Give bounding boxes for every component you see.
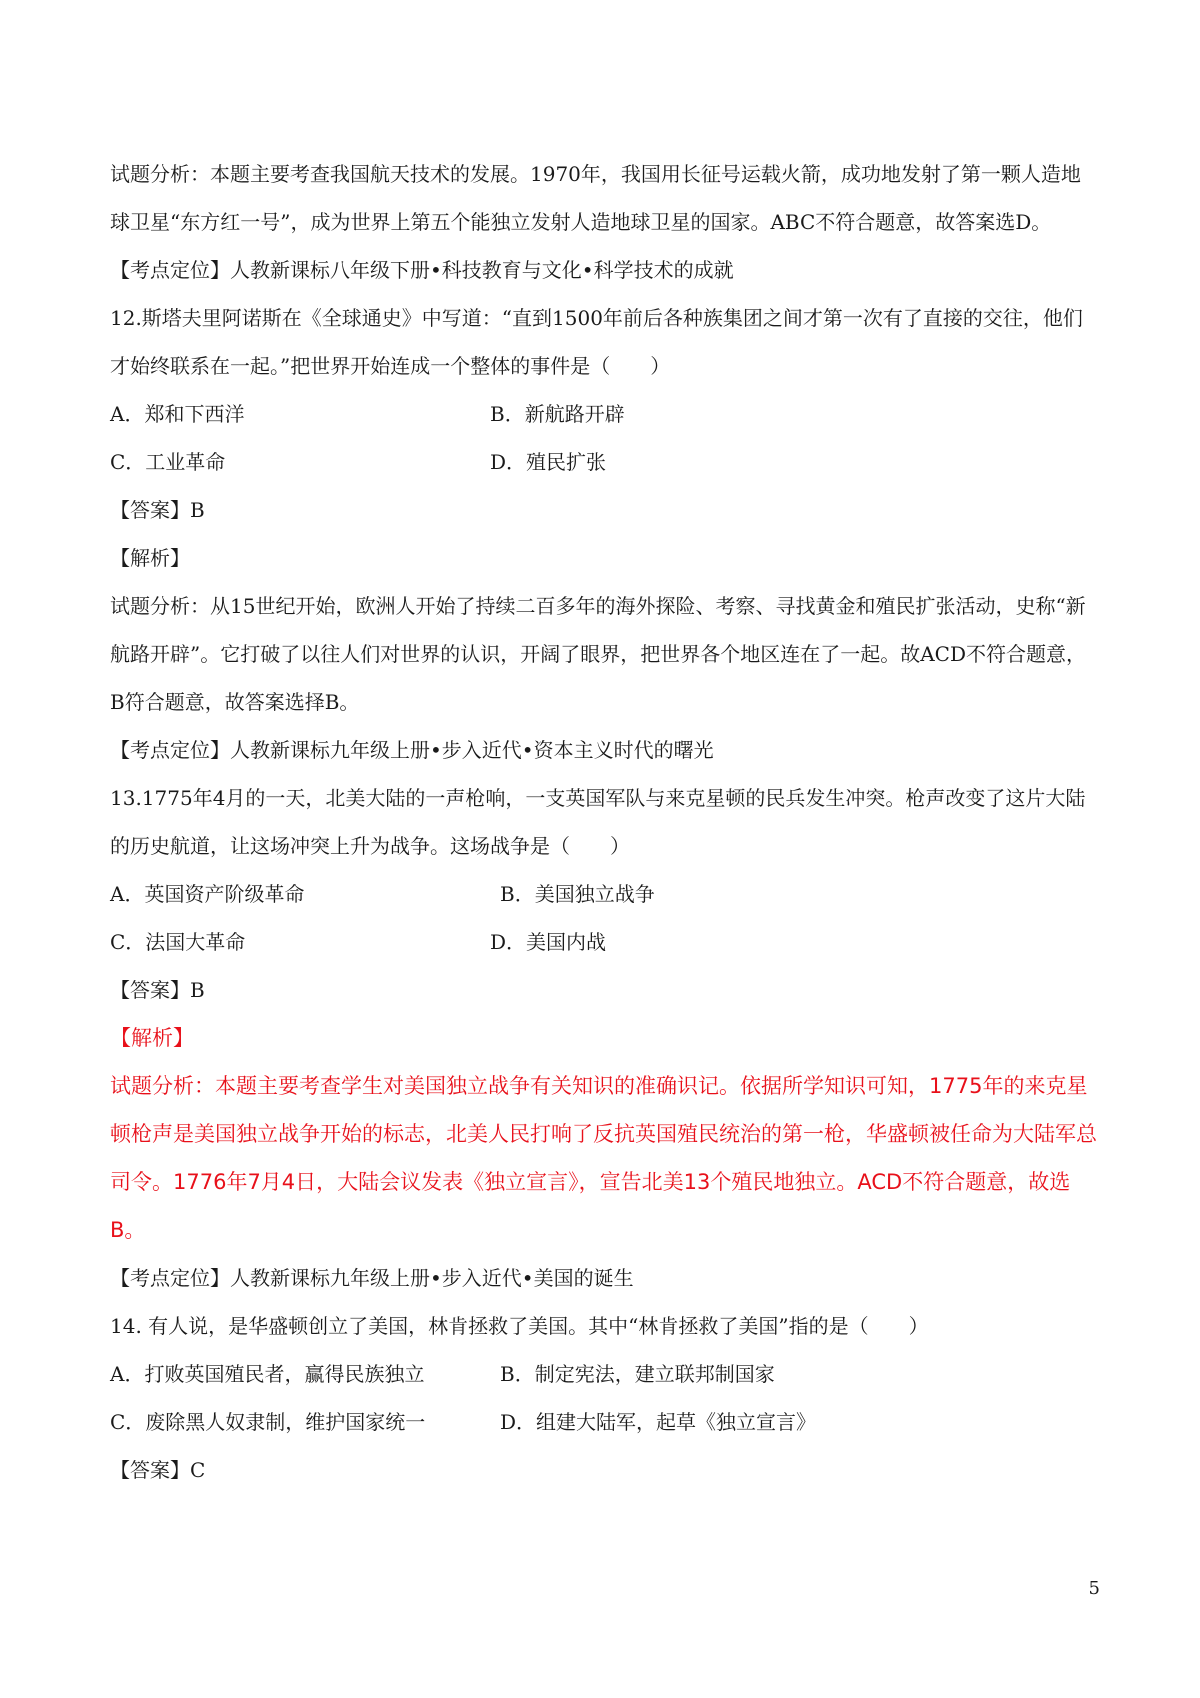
q13-analysis-label: 【解析】 bbox=[110, 1026, 194, 1050]
q13-option-b: B．美国独立战争 bbox=[500, 882, 655, 906]
q14-option-b: B．制定宪法，建立联邦制国家 bbox=[500, 1362, 775, 1386]
q12-option-a: A．郑和下西洋 bbox=[110, 402, 245, 426]
q13-options-row-2 bbox=[110, 918, 1100, 966]
q12-option-c: C．工业革命 bbox=[110, 450, 226, 474]
q14-option-a: A．打败英国殖民者，赢得民族独立 bbox=[110, 1362, 425, 1386]
q14-options-row-1 bbox=[110, 1350, 1100, 1398]
q11-analysis: 试题分析：本题主要考查我国航天技术的发展。1970年，我国用长征号运载火箭，成功地发射了第一颗人造地球卫星“东方红一号”，成为世界上第五个能独立发射人造地球卫星的国家。ABC不符合题意，故答案选D。 bbox=[110, 162, 1081, 234]
page-content bbox=[110, 150, 1100, 1494]
q13-option-c: C．法国大革命 bbox=[110, 930, 246, 954]
q12-analysis-label: 【解析】 bbox=[110, 546, 190, 570]
q13-option-a: A．英国资产阶级革命 bbox=[110, 882, 305, 906]
q12-location: 【考点定位】人教新课标九年级上册•步入近代•资本主义时代的曙光 bbox=[110, 738, 714, 762]
q13-analysis: 试题分析：本题主要考查学生对美国独立战争有关知识的准确识记。依据所学知识可知，1775年的来克星顿枪声是美国独立战争开始的标志，北美人民打响了反抗英国殖民统治的第一枪，华盛顿被任命为大陆军总司令。1776年7月4日，大陆会议发表《独立宣言》，宣告北美13个殖民地独立。ACD不符合题意，故选B。 bbox=[110, 1074, 1097, 1242]
q11-location: 【考点定位】人教新课标八年级下册•科技教育与文化•科学技术的成就 bbox=[110, 258, 734, 282]
q14-options-row-2 bbox=[110, 1398, 1100, 1446]
q13-options-row-1 bbox=[110, 870, 1100, 918]
q12-option-b: B．新航路开辟 bbox=[490, 402, 625, 426]
q12-answer: 【答案】B bbox=[110, 498, 205, 522]
q13-answer: 【答案】B bbox=[110, 978, 205, 1002]
q14-answer: 【答案】C bbox=[110, 1458, 206, 1482]
q13-location: 【考点定位】人教新课标九年级上册•步入近代•美国的诞生 bbox=[110, 1266, 634, 1290]
q13-stem: 13.1775年4月的一天，北美大陆的一声枪响，一支英国军队与来克星顿的民兵发生冲突。枪声改变了这片大陆的历史航道，让这场冲突上升为战争。这场战争是（ ） bbox=[110, 786, 1086, 858]
q12-options-row-1 bbox=[110, 390, 1100, 438]
page-number: 5 bbox=[1088, 1578, 1100, 1599]
q12-option-d: D．殖民扩张 bbox=[490, 450, 607, 474]
q14-option-d: D．组建大陆军，起草《独立宣言》 bbox=[500, 1410, 817, 1434]
q12-options-row-2 bbox=[110, 438, 1100, 486]
q12-stem: 12.斯塔夫里阿诺斯在《全球通史》中写道：“直到1500年前后各种族集团之间才第一次有了直接的交往，他们才始终联系在一起。”把世界开始连成一个整体的事件是（ ） bbox=[110, 306, 1083, 378]
q14-stem: 14. 有人说，是华盛顿创立了美国，林肯拯救了美国。其中“林肯拯救了美国”指的是（ ） bbox=[110, 1314, 929, 1338]
q14-option-c: C．废除黑人奴隶制，维护国家统一 bbox=[110, 1410, 426, 1434]
q13-option-d: D．美国内战 bbox=[490, 930, 607, 954]
q12-analysis: 试题分析：从15世纪开始，欧洲人开始了持续二百多年的海外探险、考察、寻找黄金和殖民扩张活动，史称“新航路开辟”。它打破了以往人们对世界的认识，开阔了眼界，把世界各个地区连在了一起。故ACD不符合题意，B符合题意，故答案选择B。 bbox=[110, 594, 1087, 714]
